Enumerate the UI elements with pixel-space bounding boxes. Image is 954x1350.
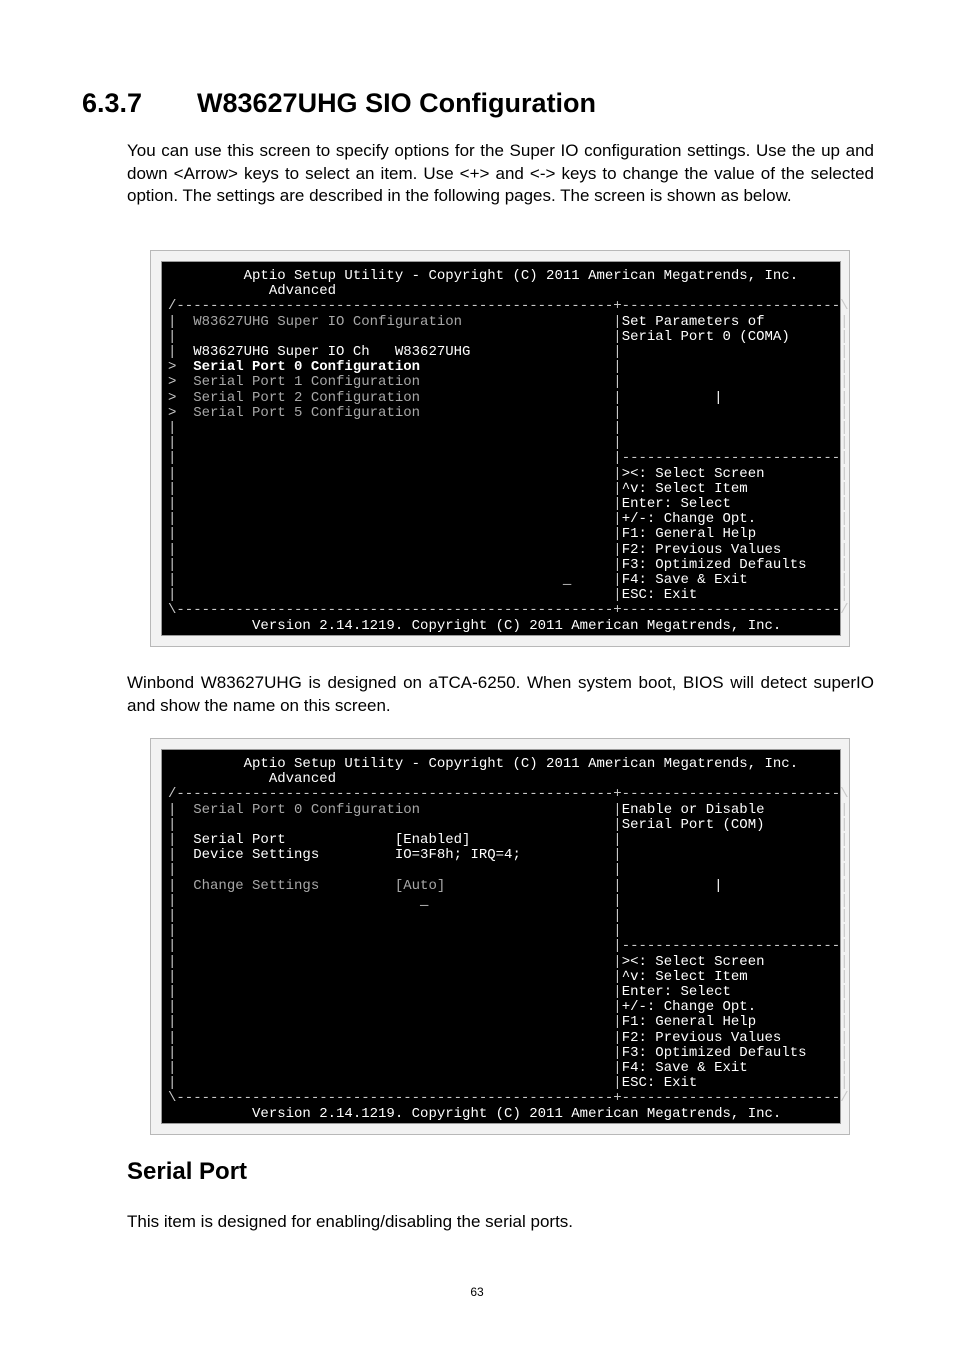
page-number: 63: [470, 1285, 484, 1299]
section-heading: [82, 88, 596, 119]
middle-paragraph: Winbond W83627UHG is designed on aTCA-6250. When system boot, BIOS will detect superIO and show the name on this screen.: [127, 673, 874, 715]
bios-screenshot-serial-port: [150, 738, 850, 1135]
section-title: W83627UHG SIO Configuration: [197, 88, 597, 118]
bios-text-sio: Aptio Setup Utility - Copyright (C) 2011 American Megatrends, Inc. Advanced /----------------------------------------------------+--------------------------\ | W83627UHG Super IO Configuration |Set Parameters of | | |Serial Port 0 (COMA) | | W83627UHG Super IO Ch W83627UHG | | > Serial Port 0 Configuration | | > Serial Port 1 Configuration | | > Serial Port 2 Configuration | | | > Serial Port 5 Configuration | | | | | | | | | |--------------------------| | |><: Select Screen | | |^v: Select Item | | |Enter: Select | | |+/-: Change Opt. | | |F1: General Help | | |F2: Previous Values | | |F3: Optimized Defaults | | _ |F4: Save & Exit | | |ESC: Exit | \----------------------------------------------------+--------------------------/ Version 2.14.1219. Copyright (C) 2011 American Megatrends, Inc.: [168, 268, 849, 634]
intro-paragraph: You can use this screen to specify options for the Super IO configuration settings. Use the up and down <Arrow> keys to select an item. Use <+> and <-> keys to change the value of the selected option. The settings are described in the following pages. The screen is shown as below.: [127, 141, 874, 205]
subheading-serial-port: Serial Port: [127, 1158, 248, 1185]
bios-screenshot-sio: [150, 250, 850, 647]
section-number: 6.3.7: [82, 88, 143, 118]
serial-port-description: This item is designed for enabling/disabling the serial ports.: [127, 1212, 574, 1231]
bios-screen: [161, 749, 849, 1124]
bios-text-serial-port: Aptio Setup Utility - Copyright (C) 2011 American Megatrends, Inc. Advanced /----------------------------------------------------+--------------------------\ | Serial Port 0 Configuration |Enable or Disable | | |Serial Port (COM) | | Serial Port [Enabled] | | | Device Settings IO=3F8h; IRQ=4; | | | | | | Change Settings [Auto] | | | | _ | | | | | | | | | |--------------------------| | |><: Select Screen | | |^v: Select Item | | |Enter: Select | | |+/-: Change Opt. | | |F1: General Help | | |F2: Previous Values | | |F3: Optimized Defaults | | |F4: Save & Exit | | |ESC: Exit | \----------------------------------------------------+--------------------------/ Version 2.14.1219. Copyright (C) 2011 American Megatrends, Inc.: [168, 756, 849, 1122]
bios-screen: [161, 261, 849, 636]
